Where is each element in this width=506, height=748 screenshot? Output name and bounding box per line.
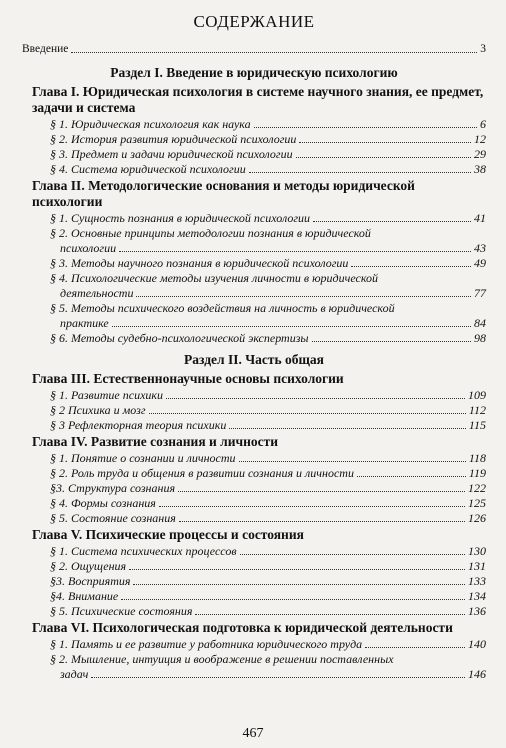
entry-label: § 2. История развития юридической психологии [50, 132, 297, 146]
entry-page: 122 [468, 481, 486, 495]
toc-entry [22, 652, 486, 682]
section-heading: Раздел I. Введение в юридическую психологию [110, 65, 398, 80]
entry-page: 134 [468, 589, 486, 603]
entry-label: § 3. Предмет и задачи юридической психологии [50, 147, 293, 161]
entry-label: § 2. Основные принципы методологии познания в юридической [50, 226, 371, 240]
entry-label: § 1. Сущность познания в юридической психологии [50, 211, 311, 225]
toc-entry [22, 589, 486, 604]
entry-label: § 2. Ощущения [50, 559, 127, 573]
toc-entry [22, 466, 486, 481]
toc-entry [22, 511, 486, 526]
leader-dots [239, 461, 466, 462]
chapter-heading: Глава III. Естественнонаучные основы психологии [32, 371, 344, 386]
toc-entry [22, 574, 486, 589]
entry-label: § 1. Юридическая психология как наука [50, 117, 251, 131]
entry-page: 84 [474, 316, 486, 330]
leader-dots [136, 296, 471, 297]
section-heading: Раздел II. Часть общая [184, 352, 324, 367]
entry-label: § 2 Психика и мозг [50, 403, 146, 417]
toc-entry [22, 256, 486, 271]
entry-page: 38 [474, 162, 486, 176]
leader-dots [166, 398, 465, 399]
chapter-heading: Глава I. Юридическая психология в системе научного знания, ее предмет, задачи и система [32, 84, 484, 115]
toc-entry [22, 451, 486, 466]
entry-label: § 2. Роль труда и общения в развитии сознания и личности [50, 466, 354, 480]
toc-entry [22, 117, 486, 132]
entry-label: § 2. Мышление, интуиция и воображение в решении поставленных [50, 652, 394, 666]
entry-page: 146 [468, 667, 486, 681]
toc-entry [22, 496, 486, 511]
entry-page: 29 [474, 147, 486, 161]
entry-label-cont: психологии [60, 241, 117, 255]
leader-dots [312, 341, 471, 342]
entry-page: 43 [474, 241, 486, 255]
entry-page: 131 [468, 559, 486, 573]
entry-label-cont: практике [60, 316, 109, 330]
entry-page: 49 [474, 256, 486, 270]
leader-dots [159, 506, 465, 507]
entry-page: 136 [468, 604, 486, 618]
entry-label: §4. Внимание [50, 589, 119, 603]
chapter-heading: Глава V. Психические процессы и состояния [32, 527, 304, 542]
toc-entry [22, 418, 486, 433]
leader-dots [351, 266, 471, 267]
entry-label-cont: деятельности [60, 286, 134, 300]
leader-dots [229, 428, 466, 429]
toc-entry [22, 271, 486, 301]
entry-label: § 3 Рефлекторная теория психики [50, 418, 227, 432]
entry-page: 109 [468, 388, 486, 402]
toc-entry [22, 388, 486, 403]
entry-label: § 4. Психологические методы изучения личности в юридической [50, 271, 378, 285]
leader-dots [179, 521, 465, 522]
leader-dots [299, 142, 471, 143]
toc-entry [22, 637, 486, 652]
toc-list [22, 65, 486, 682]
toc-entry [22, 403, 486, 418]
entry-label: §3. Структура сознания [50, 481, 176, 495]
toc-entry [22, 604, 486, 619]
toc-entry [22, 331, 486, 346]
toc-entry [22, 226, 486, 256]
entry-page: 98 [474, 331, 486, 345]
entry-label: §3. Восприятия [50, 574, 131, 588]
leader-dots [121, 599, 465, 600]
leader-dots [357, 476, 466, 477]
entry-label: § 1. Развитие психики [50, 388, 164, 402]
leader-dots [240, 554, 465, 555]
entry-label: § 3. Методы научного познания в юридической психологии [50, 256, 349, 270]
leader-dots [149, 413, 466, 414]
entry-label-cont: задач [60, 667, 89, 681]
entry-label: § 4. Система юридической психологии [50, 162, 246, 176]
entry-label: § 6. Методы судебно-психологической экспертизы [50, 331, 309, 345]
page-title: СОДЕРЖАНИЕ [193, 12, 315, 31]
chapter-heading: Глава II. Методологические основания и методы юридической психологии [32, 178, 415, 209]
entry-page: 3 [480, 43, 486, 55]
entry-label: § 5. Методы психического воздействия на личность в юридической [50, 301, 395, 315]
page-number: 467 [242, 726, 264, 741]
entry-page: 125 [468, 496, 486, 510]
leader-dots [365, 647, 465, 648]
entry-label: § 5. Состояние сознания [50, 511, 176, 525]
entry-label: § 4. Формы сознания [50, 496, 156, 510]
entry-page: 41 [474, 211, 486, 225]
entry-page: 133 [468, 574, 486, 588]
leader-dots [71, 52, 477, 53]
leader-dots [91, 677, 465, 678]
entry-page: 118 [468, 451, 486, 465]
toc-entry [22, 301, 486, 331]
leader-dots [119, 251, 471, 252]
entry-page: 130 [468, 544, 486, 558]
entry-label: § 1. Понятие о сознании и личности [50, 451, 236, 465]
entry-page: 77 [474, 286, 486, 300]
leader-dots [129, 569, 465, 570]
toc-entry [22, 481, 486, 496]
entry-label: § 1. Память и ее развитие у работника юридического труда [50, 637, 363, 651]
entry-label: § 1. Система психических процессов [50, 544, 237, 558]
chapter-heading: Глава VI. Психологическая подготовка к юридической деятельности [32, 620, 453, 635]
entry-page: 6 [480, 117, 486, 131]
leader-dots [195, 614, 465, 615]
toc-entry [22, 132, 486, 147]
toc-entry [22, 559, 486, 574]
entry-page: 112 [468, 403, 486, 417]
entry-page: 140 [468, 637, 486, 651]
toc-entry [22, 211, 486, 226]
leader-dots [254, 127, 477, 128]
leader-dots [249, 172, 471, 173]
entry-page: 12 [474, 132, 486, 146]
toc-entry [22, 544, 486, 559]
leader-dots [178, 491, 465, 492]
leader-dots [112, 326, 471, 327]
leader-dots [133, 584, 465, 585]
chapter-heading: Глава IV. Развитие сознания и личности [32, 434, 279, 449]
leader-dots [313, 221, 471, 222]
entry-label: Введение [22, 43, 69, 55]
entry-page: 115 [468, 418, 486, 432]
toc-entry [22, 162, 486, 177]
toc-entry-intro [22, 42, 486, 57]
toc-entry [22, 147, 486, 162]
entry-label: § 5. Психические состояния [50, 604, 193, 618]
entry-page: 119 [468, 466, 486, 480]
entry-page: 126 [468, 511, 486, 525]
leader-dots [296, 157, 471, 158]
